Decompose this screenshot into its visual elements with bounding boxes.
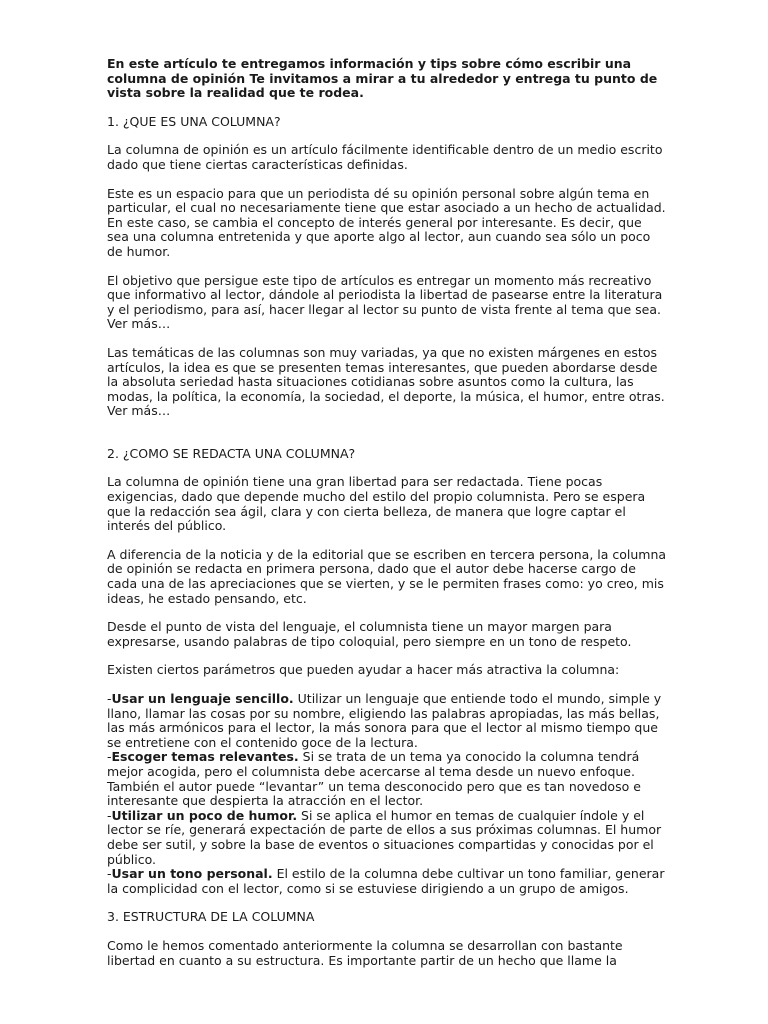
tip-item: -Escoger temas relevantes. Si se trata de un tema ya conocido la columna tendrá mejor acogida, pero el columnista debe acercarse al tema desde un nuevo enfoque. También el autor puede “levantar” un tema desconocido pero que es tan novedoso e interesante que despierta la atracción en el lector. (107, 749, 641, 809)
tip-title: Utilizar un poco de humor. (111, 807, 298, 823)
spacer (107, 433, 667, 447)
tip-title: Usar un lenguaje sencillo. (111, 691, 294, 706)
section-heading-1: 1. ¿QUE ES UNA COLUMNA? (107, 113, 281, 129)
tip-item: -Utilizar un poco de humor. Si se aplica el humor en temas de cualquier índole y el lector se ríe, generará expectación de parte de ellos a sus próximas columnas. El humor debe ser sutil, y sobre la base de eventos o situaciones compartidas y conocidas por el público. (107, 807, 662, 867)
tip-text: Si se trata de un tema ya conocido la columna tendrá mejor acogida, pero el columnista debe acercarse al tema desde un nuevo enfoque. También el autor puede “levantar” un tema desconocido pero que es tan novedoso e interesante que despierta la atracción en el lector. (107, 749, 641, 809)
paragraph: Este es un espacio para que un periodista dé su opinión personal sobre algún tema en particular, el cual no necesariamente tiene que estar asociado a un hecho de actualidad. En este caso, se cambia el concepto de interés general por interesante. Es decir, que sea una columna entretenida y que aporte algo al lector, aun cuando sea sólo un poco de humor. (107, 185, 666, 259)
paragraph: Las temáticas de las columnas son muy variadas, ya que no existen márgenes en estos artículos, la idea es que se presenten temas interesantes, que pueden abordarse desde la absoluta seriedad hasta situaciones cotidianas sobre asuntos como la cultura, las modas, la política, la economía, la sociedad, el deporte, la música, el humor, entre otras. Ver más… (107, 344, 665, 419)
paragraph: Existen ciertos parámetros que pueden ayudar a hacer más atractiva la columna: (107, 662, 620, 678)
section-heading-2: 2. ¿COMO SE REDACTA UNA COLUMNA? (107, 445, 356, 461)
tips-list (107, 692, 667, 896)
tip-title: Escoger temas relevantes. (111, 749, 299, 765)
section-heading-3: 3. ESTRUCTURA DE LA COLUMNA (107, 909, 315, 925)
tip-item: -Usar un lenguaje sencillo. Utilizar un lenguaje que entiende todo el mundo, simple y llano, llamar las cosas por su nombre, eligiendo las palabras apropiadas, las más bellas, las más armónicos para el lector, la más sonora para que el lector al mismo tiempo que se entretiene con el contenido goce de la lectura. (107, 691, 662, 750)
paragraph: El objetivo que persigue este tipo de artículos es entregar un momento más recreativo que informativo al lector, dándole al periodista la libertad de pasearse entre la literatura y el periodismo, para así, hacer llegar al lector su punto de vista frente al tema que sea. Ver más… (107, 272, 663, 332)
document-page (107, 57, 667, 982)
tip-title: Usar un tono personal. (111, 866, 273, 882)
paragraph: La columna de opinión tiene una gran libertad para ser redactada. Tiene pocas exigencias, dado que depende mucho del estilo del propio columnista. Pero se espera que la redacción sea ágil, clara y con cierta belleza, de manera que logre captar el interés del público. (107, 474, 646, 534)
paragraph: A diferencia de la noticia y de la editorial que se escriben en tercera persona, la columna de opinión se redacta en primera persona, dado que el autor debe hacerse cargo de cada una de las apreciaciones que se vierten, y se le permiten frases como: yo creo, mis ideas, he estado pensando, etc. (107, 546, 667, 606)
tip-text: El estilo de la columna debe cultivar un tono familiar, generar la complicidad con el lector, como si se estuviese dirigiendo a un grupo de amigos. (107, 866, 665, 896)
tip-item: -Usar un tono personal. El estilo de la columna debe cultivar un tono familiar, generar la complicidad con el lector, como si se estuviese dirigiendo a un grupo de amigos. (107, 866, 665, 896)
tip-text: Utilizar un lenguaje que entiende todo el mundo, simple y llano, llamar las cosas por su nombre, eligiendo las palabras apropiadas, las más bellas, las más armónicos para el lector, la más sonora para que el lector al mismo tiempo que se entretiene con el contenido goce de la lectura. (107, 691, 662, 750)
paragraph: La columna de opinión es un artículo fácilmente identificable dentro de un medio escrito dado que tiene ciertas características definidas. (107, 142, 663, 172)
tip-text: Si se aplica el humor en temas de cualquier índole y el lector se ríe, generará expectación de parte de ellos a sus próximas columnas. El humor debe ser sutil, y sobre la base de eventos o situaciones compartidas y conocidas por el público. (107, 807, 662, 867)
paragraph: Desde el punto de vista del lenguaje, el columnista tiene un mayor margen para expresarse, usando palabras de tipo coloquial, pero siempre en un tono de respeto. (107, 619, 632, 649)
paragraph: Como le hemos comentado anteriormente la columna se desarrollan con bastante libertad en cuanto a su estructura. Es importante partir de un hecho que llame la (107, 937, 623, 968)
intro-paragraph: En este artículo te entregamos información y tips sobre cómo escribir una columna de opinión Te invitamos a mirar a tu alrededor y entrega tu punto de vista sobre la realidad que te rodea. (107, 56, 658, 101)
